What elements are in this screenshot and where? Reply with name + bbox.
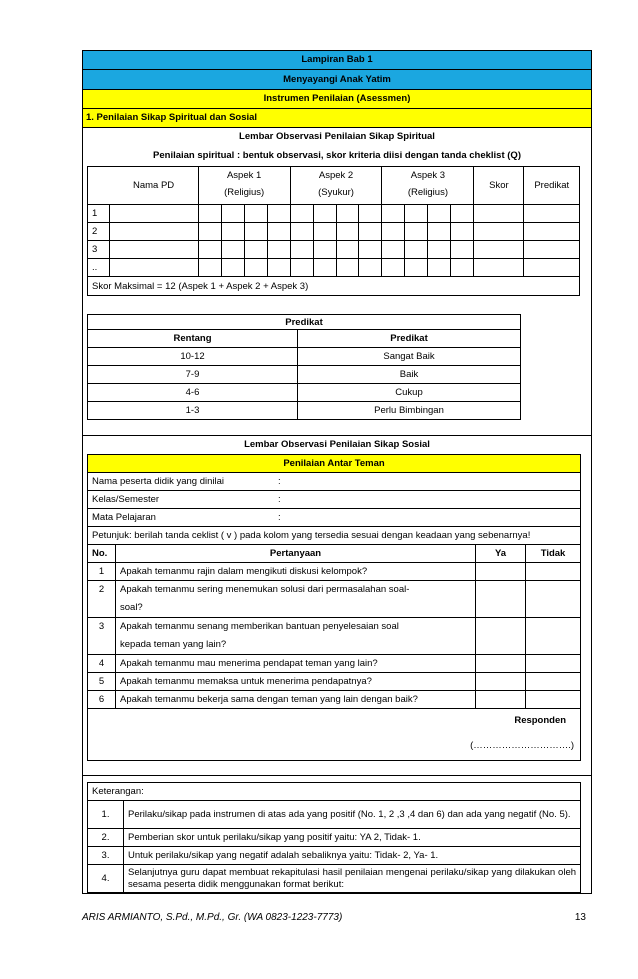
document-page xyxy=(82,50,592,894)
spiritual-subtitle: Penilaian spiritual : bentuk observasi, skor kriteria diisi dengan tanda cheklist (Q) xyxy=(153,150,521,161)
table-row: 1-3 Perlu Bimbingan xyxy=(88,402,521,420)
responden-sign: (………………………….) xyxy=(470,740,575,751)
header-title-1: Lampiran Bab 1 xyxy=(83,51,591,70)
predikat-table xyxy=(87,314,521,420)
spiritual-title: Lembar Observasi Penilaian Sikap Spiritual xyxy=(239,131,435,142)
table-row: 2 Apakah temanmu sering menemukan solusi dari permasalahan soal- soal? xyxy=(88,581,581,618)
table-row: 3 xyxy=(88,241,580,259)
petunjuk: Petunjuk: berilah tanda ceklist ( v ) pada kolom yang tersedia sesuai dengan keadaan yang sebenarnya! xyxy=(88,527,581,545)
col-aspek-2: Aspek 2 (Syukur) xyxy=(290,167,382,205)
table-row: 10-12 Sangat Baik xyxy=(88,348,521,366)
footer-author: ARIS ARMIANTO, S.Pd., M.Pd., Gr. (WA 0823-1223-7773) xyxy=(82,912,343,923)
table-row: 4 Apakah temanmu mau menerima pendapat teman yang lain? xyxy=(88,655,581,673)
keterangan-title: Keterangan: xyxy=(88,783,581,801)
list-item: 3. Untuk perilaku/sikap yang negatif adalah sebaliknya yaitu: Tidak- 2, Ya- 1. xyxy=(88,847,581,865)
responden-label: Responden xyxy=(514,715,567,726)
responden-box xyxy=(88,709,581,761)
field-kelas: Kelas/Semester : xyxy=(88,491,581,509)
col-aspek-3: Aspek 3 (Religius) xyxy=(382,167,474,205)
field-mapel: Mata Pelajaran : xyxy=(88,509,581,527)
col-predikat-label: Predikat xyxy=(298,330,521,348)
col-no: No. xyxy=(88,545,116,563)
spiritual-header-blank xyxy=(88,167,110,205)
table-row: 4-6 Cukup xyxy=(88,384,521,402)
sosial-table xyxy=(87,454,581,761)
field-nama: Nama peserta didik yang dinilai : xyxy=(88,473,581,491)
list-item: 1. Perilaku/sikap pada instrumen di atas ada yang positif (No. 1, 2 ,3 ,4 dan 6) dan ada yang negatif (No. 5). xyxy=(88,801,581,829)
table-row: 1 xyxy=(88,205,580,223)
header-title-2: Menyayangi Anak Yatim xyxy=(83,70,591,90)
col-predikat: Predikat xyxy=(524,167,580,205)
sosial-subtitle: Penilaian Antar Teman xyxy=(88,455,581,473)
col-ya: Ya xyxy=(476,545,526,563)
col-rentang: Rentang xyxy=(88,330,298,348)
col-aspek-1: Aspek 1 (Religius) xyxy=(198,167,290,205)
predikat-title: Predikat xyxy=(88,315,521,330)
list-item: 2. Pemberian skor untuk perilaku/sikap yang positif yaitu: YA 2, Tidak- 1. xyxy=(88,829,581,847)
header-title-3: Instrumen Penilaian (Asessmen) xyxy=(83,90,591,109)
table-row: 1 Apakah temanmu rajin dalam mengikuti diskusi kelompok? xyxy=(88,563,581,581)
sosial-title: Lembar Observasi Penilaian Sikap Sosial xyxy=(244,439,430,450)
table-row: 7-9 Baik xyxy=(88,366,521,384)
spiritual-table xyxy=(87,166,580,296)
col-pertanyaan: Pertanyaan xyxy=(116,545,476,563)
page-number: 13 xyxy=(574,912,586,923)
col-nama-pd: Nama PD xyxy=(109,167,198,205)
list-item: 4. Selanjutnya guru dapat membuat rekapitulasi hasil penilaian mengenai perilaku/sikap yang dilakukan oleh sesama peserta didik menggunakan format berikut: xyxy=(88,865,581,893)
keterangan-table xyxy=(87,782,581,893)
table-row: 2 xyxy=(88,223,580,241)
table-row: 6 Apakah temanmu bekerja sama dengan teman yang lain dengan baik? xyxy=(88,691,581,709)
table-row: .. xyxy=(88,259,580,277)
section-heading: 1. Penilaian Sikap Spiritual dan Sosial xyxy=(83,109,591,128)
skor-maksimal: Skor Maksimal = 12 (Aspek 1 + Aspek 2 + Aspek 3) xyxy=(88,277,580,296)
col-tidak: Tidak xyxy=(526,545,581,563)
table-row: 3 Apakah temanmu senang memberikan bantuan penyelesaian soal kepada teman yang lain? xyxy=(88,618,581,655)
table-row: 5 Apakah temanmu memaksa untuk menerima pendapatnya? xyxy=(88,673,581,691)
col-skor: Skor xyxy=(474,167,524,205)
